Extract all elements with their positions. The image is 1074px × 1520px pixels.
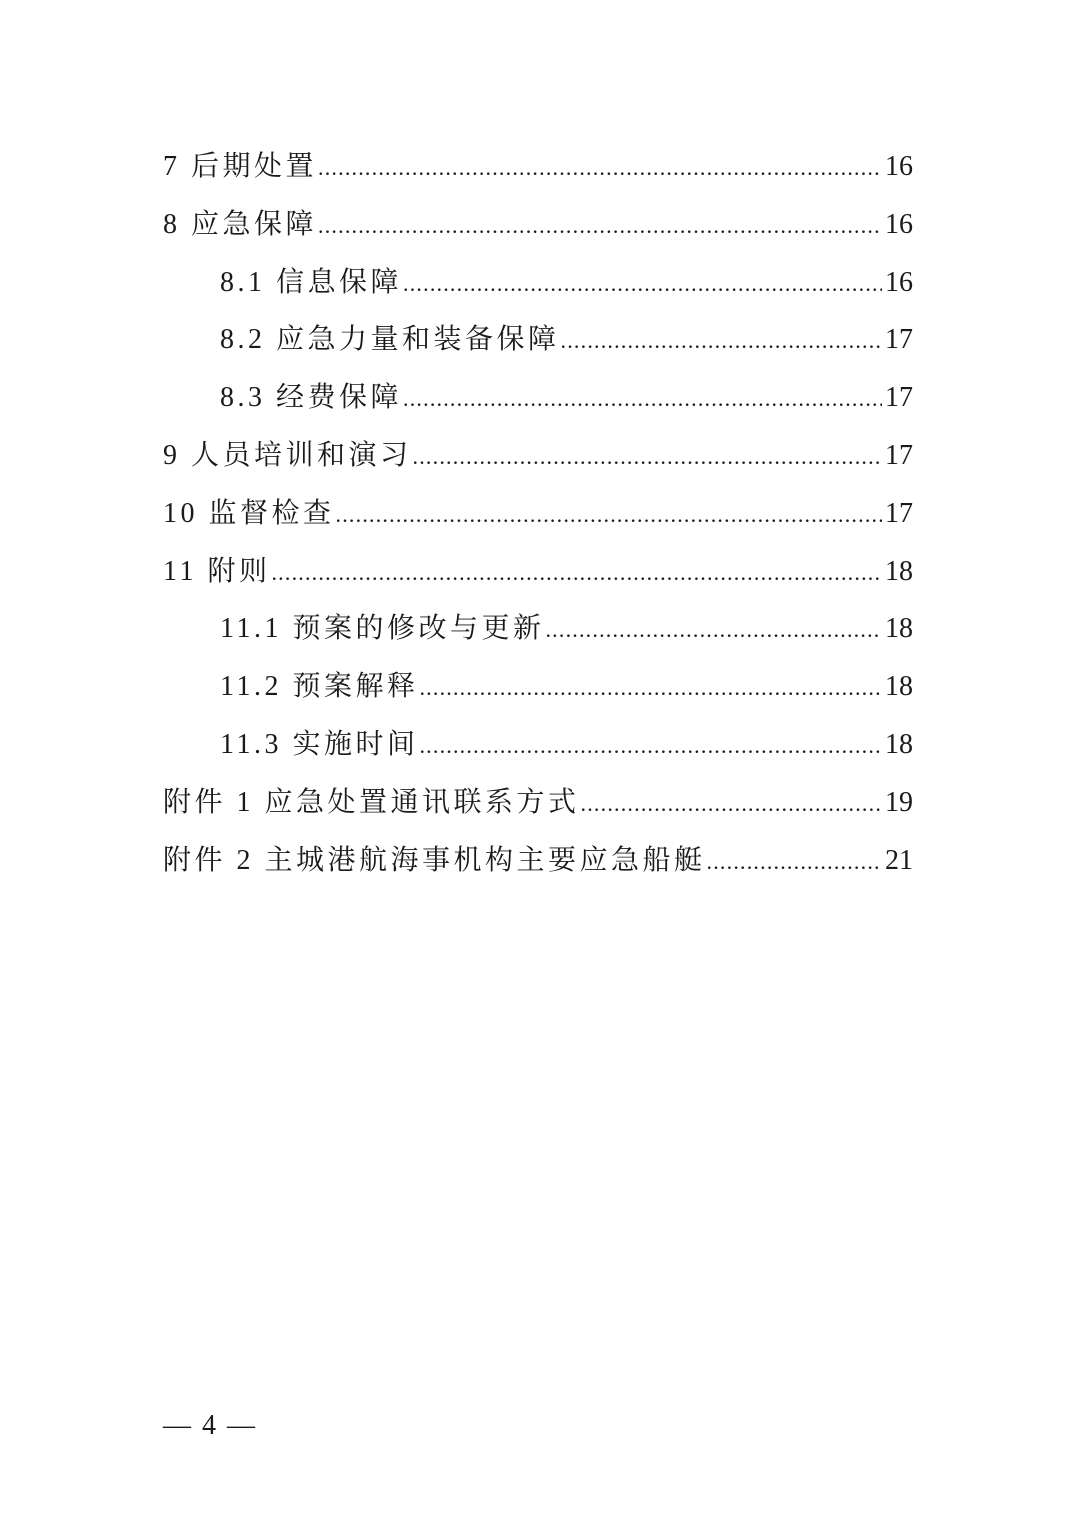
toc-dot-leader	[403, 255, 882, 313]
toc-entry-title: 11.2 预案解释	[220, 671, 419, 703]
toc-subentry[interactable]	[163, 254, 913, 312]
toc-dot-leader	[707, 833, 882, 891]
toc-dot-leader	[318, 197, 882, 255]
toc-dot-leader	[318, 139, 882, 197]
toc-dot-leader	[403, 370, 882, 428]
toc-entry-title: 8.2 应急力量和装备保障	[220, 324, 560, 356]
toc-entry-title: 8 应急保障	[163, 208, 318, 240]
toc-dot-leader	[419, 717, 882, 775]
toc-dot-leader	[419, 659, 882, 717]
toc-entry-page: 18	[885, 555, 913, 587]
toc-dot-leader	[581, 775, 882, 833]
page-number: — 4 —	[163, 1410, 257, 1441]
toc-entry-title: 7 后期处置	[163, 151, 318, 182]
toc-entry-page: 17	[885, 382, 913, 414]
toc-entry-page: 16	[885, 208, 913, 240]
table-of-contents	[163, 138, 913, 889]
toc-entry-title: 11.1 预案的修改与更新	[220, 613, 545, 645]
toc-entry-page: 21	[885, 844, 913, 876]
toc-entry-title: 8.1 信息保障	[220, 266, 403, 298]
toc-dot-leader	[561, 312, 882, 370]
toc-entry-title: 8.3 经费保障	[220, 382, 403, 414]
toc-entry-page: 16	[885, 266, 913, 298]
toc-entry-title: 11 附则	[163, 555, 271, 587]
toc-entry-page: 16	[885, 151, 913, 182]
toc-dot-leader	[413, 428, 882, 486]
toc-entry-page: 17	[885, 497, 913, 529]
toc-entry[interactable]	[163, 832, 913, 890]
toc-entry-page: 17	[885, 439, 913, 471]
toc-entry[interactable]	[163, 427, 913, 485]
toc-subentry[interactable]	[163, 369, 913, 427]
toc-entry[interactable]	[163, 774, 913, 832]
toc-entry-page: 19	[885, 786, 913, 818]
toc-entry-title: 10 监督检查	[163, 497, 335, 529]
toc-entry-title: 11.3 实施时间	[220, 728, 419, 760]
toc-entry[interactable]	[163, 485, 913, 543]
toc-entry[interactable]	[163, 138, 913, 196]
toc-dot-leader	[336, 486, 882, 544]
toc-entry-title: 9 人员培训和演习	[163, 439, 412, 471]
toc-subentry[interactable]	[163, 716, 913, 774]
toc-dot-leader	[271, 544, 882, 602]
toc-entry-page: 18	[885, 671, 913, 703]
toc-entry[interactable]	[163, 543, 913, 601]
toc-dot-leader	[545, 601, 882, 659]
toc-subentry[interactable]	[163, 311, 913, 369]
toc-entry-title: 附件 2 主城港航海事机构主要应急船艇	[163, 844, 706, 876]
toc-entry[interactable]	[163, 196, 913, 254]
toc-subentry[interactable]	[163, 600, 913, 658]
toc-entry-page: 18	[885, 613, 913, 645]
toc-entry-page: 17	[885, 324, 913, 356]
toc-entry-title: 附件 1 应急处置通讯联系方式	[163, 786, 580, 818]
toc-subentry[interactable]	[163, 658, 913, 716]
toc-entry-page: 18	[885, 728, 913, 760]
